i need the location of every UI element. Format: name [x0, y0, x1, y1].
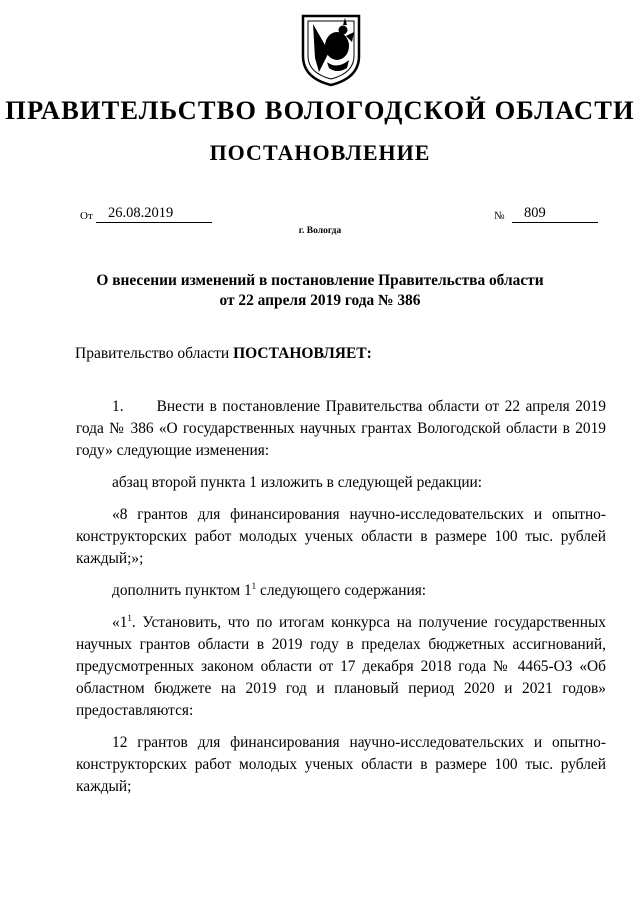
paragraph-4-text: дополнить пунктом 1	[112, 582, 252, 599]
date-label: От	[80, 210, 93, 222]
document-subject	[0, 271, 640, 311]
paragraph-5-text-after: . Установить, что по итогам конкурса на получение государственных научных грантов области в 2019 году в пределах бюджетных ассигнований, предусмотренных законом области от 17 декабря 2018 года № 4465-ОЗ «Об областном бюджете на 2019 год и плановый период 2020 и 2021 годов» предоставляются:	[76, 614, 606, 719]
paragraph-5-text: «1	[112, 614, 128, 631]
decree-keyword: ПОСТАНОВЛЯЕТ:	[233, 345, 372, 362]
date-value: 26.08.2019	[96, 204, 212, 223]
number-label: №	[494, 210, 505, 222]
decree-statement	[75, 345, 372, 363]
paragraph-5-superscript: 1	[127, 612, 132, 623]
coat-of-arms-emblem	[299, 12, 363, 88]
document-body	[76, 396, 610, 808]
number-value: 809	[512, 204, 598, 223]
paragraph-4	[76, 580, 606, 602]
subject-line-2: от 22 апреля 2019 года № 386	[219, 292, 421, 309]
document-type: ПОСТАНОВЛЕНИЕ	[209, 140, 431, 165]
paragraph-4-text-after: следующего содержания:	[256, 582, 427, 599]
government-title: ПРАВИТЕЛЬСТВО ВОЛОГОДСКОЙ ОБЛАСТИ	[5, 95, 635, 125]
paragraph-2: абзац второй пункта 1 изложить в следующей редакции:	[112, 474, 483, 491]
decree-prefix: Правительство области	[75, 345, 234, 362]
paragraph-3: «8 грантов для финансирования научно-исследовательских и опытно-конструкторских работ молодых ученых области в размере 100 тыс. рублей каждый;»;	[76, 506, 606, 567]
subject-line-1: О внесении изменений в постановление Правительства области	[96, 272, 544, 289]
paragraph-6: 12 грантов для финансирования научно-исследовательских и опытно-конструкторских работ молодых ученых области в размере 100 тыс. рублей каждый;	[76, 734, 606, 795]
paragraph-4-superscript: 1	[251, 580, 257, 591]
paragraph-5	[76, 612, 606, 722]
city: г. Вологда	[298, 226, 342, 236]
paragraph-1: 1. Внести в постановление Правительства области от 22 апреля 2019 года № 386 «О государственных научных грантах Вологодской области в 2019 году» следующие изменения:	[76, 398, 610, 459]
